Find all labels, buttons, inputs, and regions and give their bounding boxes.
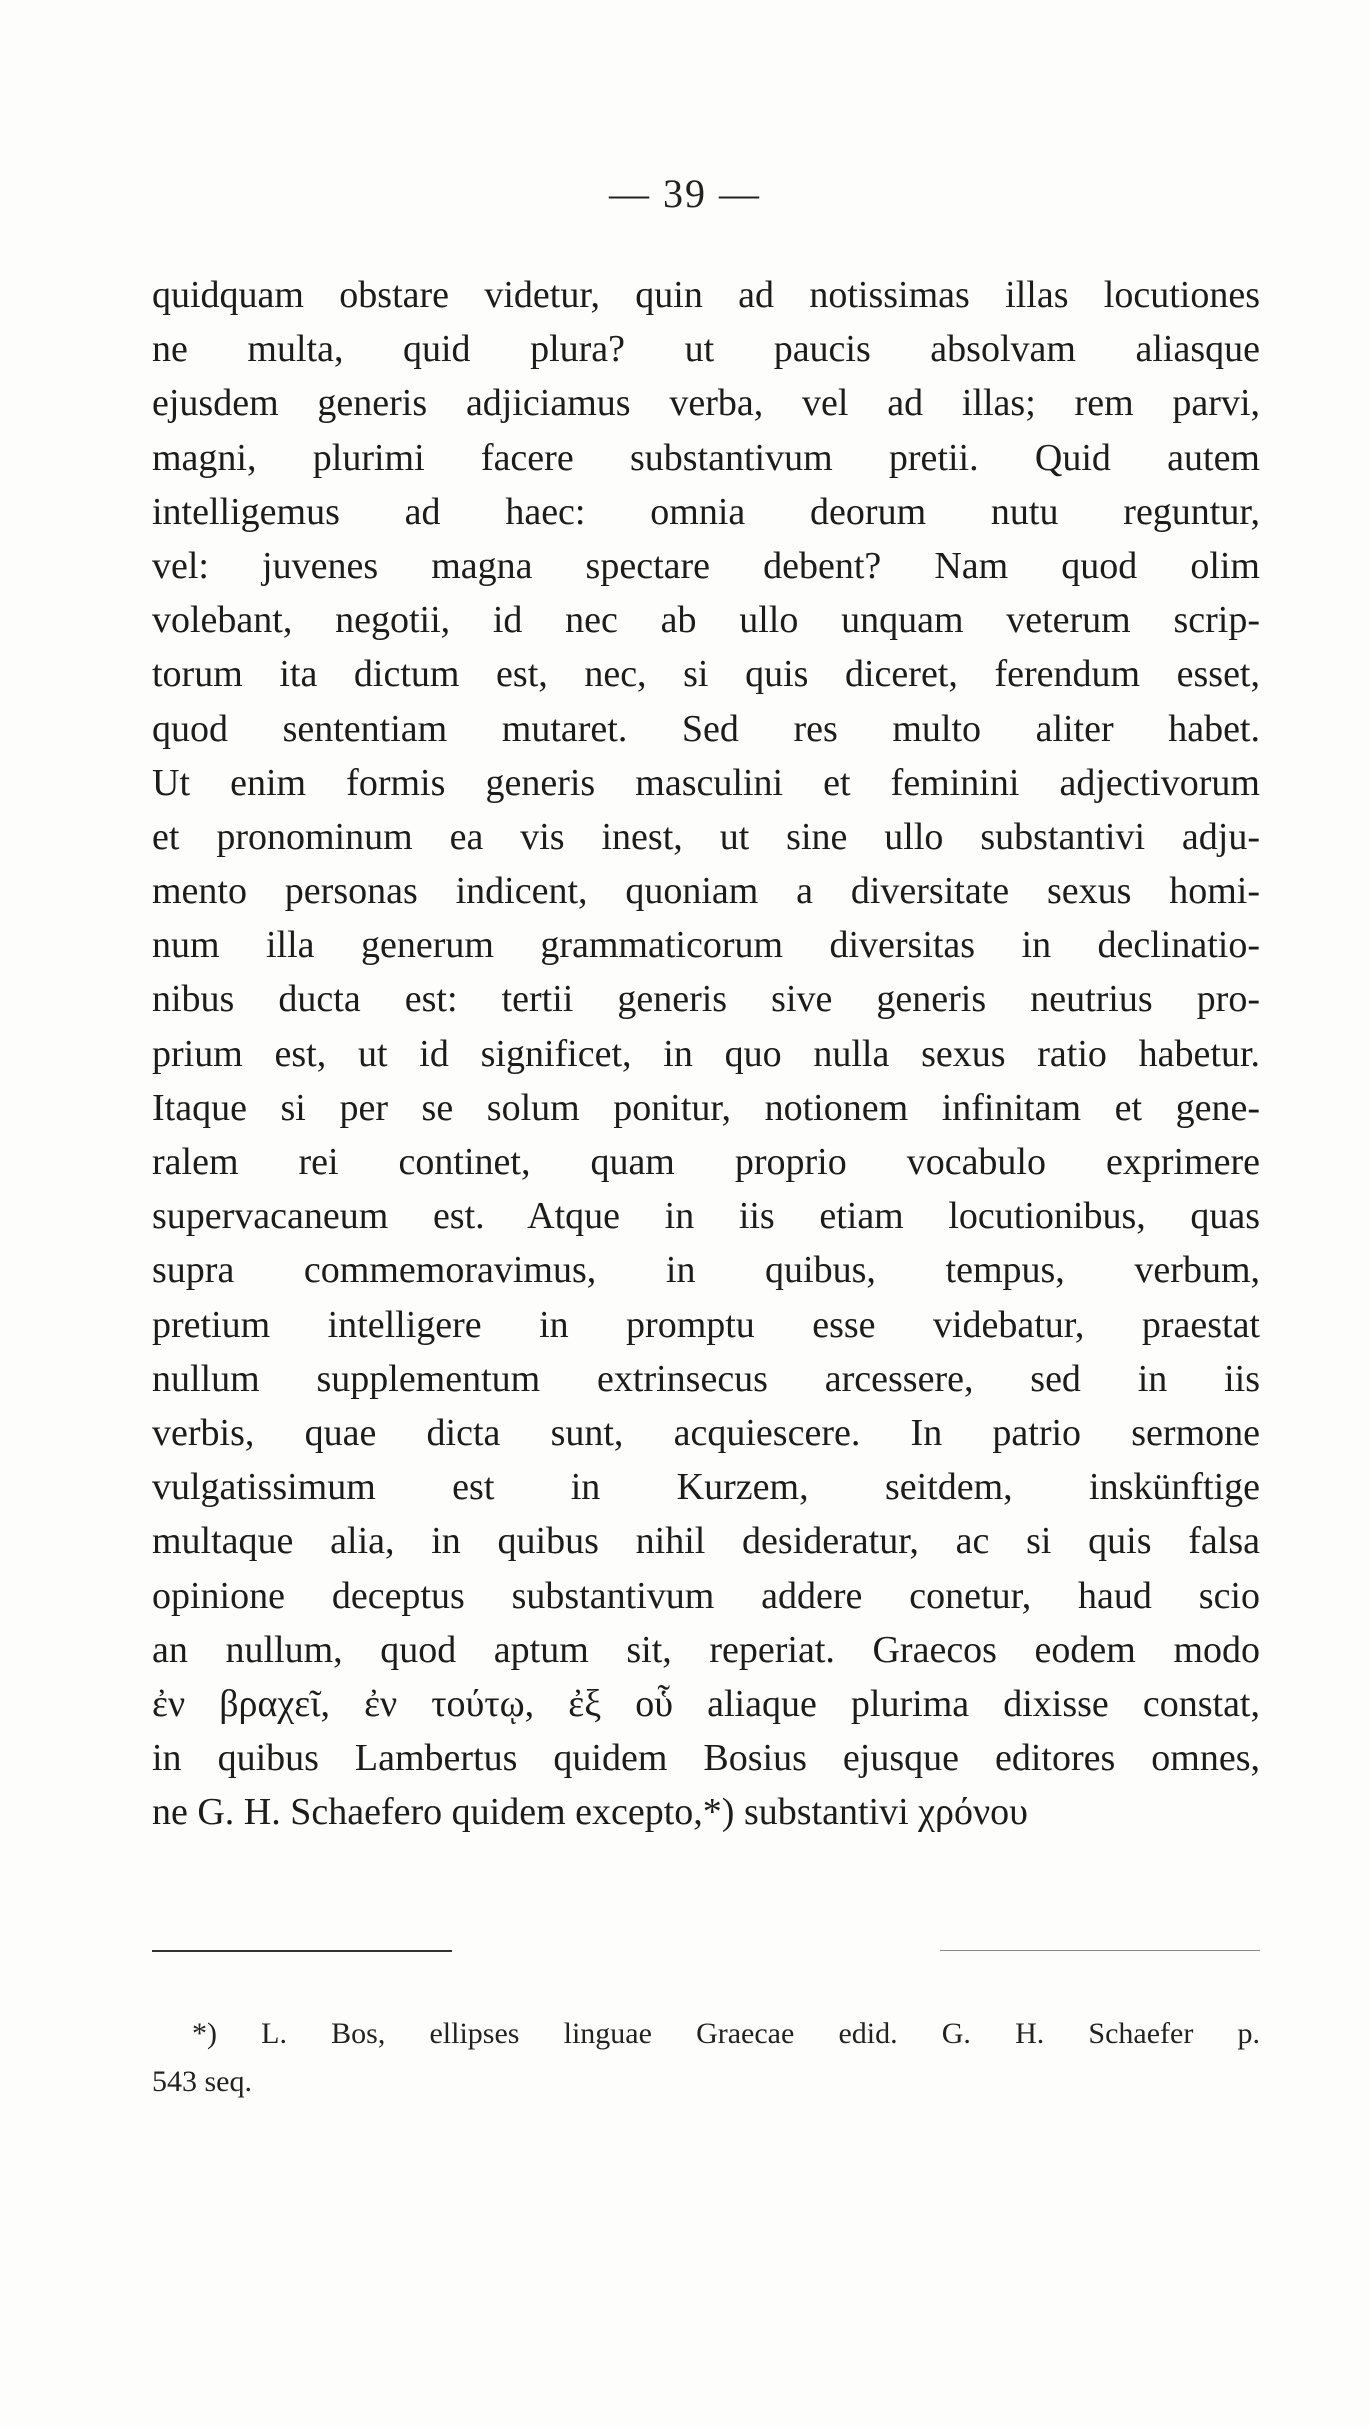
text-line: Itaque si per se solum ponitur, notionem infinitam et gene- [152, 1086, 1260, 1129]
footnote-block [152, 2010, 1260, 2106]
page-number: — 39 — [609, 171, 761, 216]
text-line: ne G. H. Schaefero quidem excepto,*) substantivi χρόνου [152, 1791, 1028, 1834]
text-line: ejusdem generis adjiciamus verba, vel ad illas; rem parvi, [152, 382, 1260, 425]
text-line: vulgatissimum est in Kurzem, seitdem, inskünftige [152, 1466, 1260, 1509]
text-line: quidquam obstare videtur, quin ad notissimas illas locutiones [152, 274, 1260, 316]
text-line: quod sententiam mutaret. Sed res multo aliter habet. [152, 707, 1260, 750]
text-line: volebant, negotii, id nec ab ullo unquam veterum scrip- [152, 599, 1260, 642]
text-line: num illa generum grammaticorum diversitas in declinatio- [152, 924, 1260, 967]
text-line: opinione deceptus substantivum addere conetur, haud scio [152, 1574, 1260, 1617]
text-line: verbis, quae dicta sunt, acquiescere. In patrio sermone [152, 1411, 1260, 1454]
text-line: multaque alia, in quibus nihil desideratur, ac si quis falsa [152, 1520, 1260, 1563]
text-line: Ut enim formis generis masculini et feminini adjectivorum [152, 761, 1260, 804]
text-line: ralem rei continet, quam proprio vocabulo exprimere [152, 1141, 1260, 1183]
text-line: intelligemus ad haec: omnia deorum nutu reguntur, [152, 490, 1260, 533]
footnote-line: *) L. Bos, ellipses linguae Graecae edid. G. H. Schaefer p. [192, 2017, 1260, 2050]
footnote-rule [152, 1950, 452, 1952]
text-line: vel: juvenes magna spectare debent? Nam quod olim [152, 544, 1260, 587]
footnote-rule-bleed [940, 1950, 1260, 1951]
text-line: mento personas indicent, quoniam a diversitate sexus homi- [152, 870, 1260, 913]
main-text-block [152, 268, 1260, 1839]
text-line: et pronominum ea vis inest, ut sine ullo substantivi adju- [152, 815, 1260, 858]
text-line: supervacaneum est. Atque in iis etiam locutionibus, quas [152, 1195, 1260, 1238]
text-line: nibus ducta est: tertii generis sive generis neutrius pro- [152, 978, 1260, 1021]
text-line: in quibus Lambertus quidem Bosius ejusque editores omnes, [152, 1737, 1260, 1780]
text-line: supra commemoravimus, in quibus, tempus, verbum, [152, 1249, 1260, 1292]
text-line: ἐν βραχεῖ, ἐν τούτῳ, ἐξ οὗ aliaque plurima dixisse constat, [152, 1682, 1260, 1725]
text-line: magni, plurimi facere substantivum pretii. Quid autem [152, 436, 1260, 479]
text-line: torum ita dictum est, nec, si quis diceret, ferendum esset, [152, 653, 1260, 696]
text-line: pretium intelligere in promptu esse videbatur, praestat [152, 1303, 1260, 1346]
text-line: nullum supplementum extrinsecus arcessere, sed in iis [152, 1357, 1260, 1400]
text-line: ne multa, quid plura? ut paucis absolvam aliasque [152, 328, 1260, 371]
text-line: prium est, ut id significet, in quo nulla sexus ratio habetur. [152, 1032, 1260, 1075]
text-line: an nullum, quod aptum sit, reperiat. Graecos eodem modo [152, 1628, 1260, 1671]
footnote-line: 543 seq. [152, 2065, 252, 2098]
